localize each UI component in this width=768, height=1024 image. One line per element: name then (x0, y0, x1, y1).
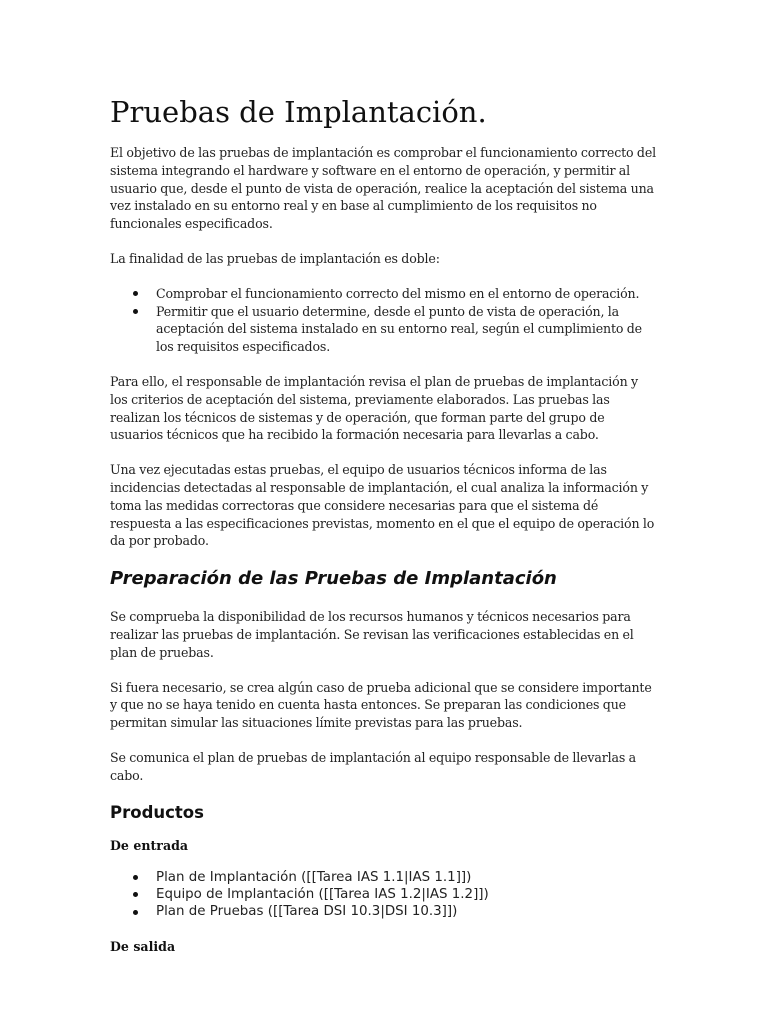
purpose-list (110, 285, 658, 356)
output-heading: De salida (110, 938, 176, 954)
intro-paragraph: El objetivo de las pruebas de implantación es comprobar el funcionamiento correcto del sistema integrando el hardware y software en el entorno de operación, y permitir al usuario que, desde el punto de vista de operación, realice la aceptación del sistema una vez instalado en su entorno real y en base al cumplimiento de los requisitos no funcionales especificados. (110, 145, 657, 232)
list-item: Equipo de Implantación ([[Tarea IAS 1.2|IAS 1.2]]) (156, 886, 658, 903)
purpose-lead-paragraph: La finalidad de las pruebas de implantación es doble: (110, 250, 440, 266)
products-heading: Productos (110, 802, 204, 822)
input-heading: De entrada (110, 837, 189, 853)
list-item: Plan de Implantación ([[Tarea IAS 1.1|IAS 1.1]]) (156, 869, 658, 886)
section-paragraph: Si fuera necesario, se crea algún caso de prueba adicional que se considere importante y que no se haya tenido en cuenta hasta entonces. Se preparan las condiciones que permitan simular las situaciones límite previstas para las pruebas. (110, 679, 652, 731)
section-paragraph: Se comunica el plan de pruebas de implantación al equipo responsable de llevarlas a cabo. (110, 749, 636, 783)
responsible-paragraph: Para ello, el responsable de implantación revisa el plan de pruebas de implantación y los criterios de aceptación del sistema, previamente elaborados. Las pruebas las realizan los técnicos de sistemas y de operación, que forman parte del grupo de usuarios técnicos que ha recibido la formación necesaria para llevarlas a cabo. (110, 373, 638, 443)
list-item: Permitir que el usuario determine, desde el punto de vista de operación, la aceptación del sistema instalado en su entorno real, según el cumplimiento de los requisitos especificados. (156, 303, 658, 356)
input-products-list (110, 869, 658, 921)
page-title: Pruebas de Implantación. (110, 95, 487, 129)
list-item: Comprobar el funcionamiento correcto del mismo en el entorno de operación. (156, 285, 658, 303)
incidents-paragraph: Una vez ejecutadas estas pruebas, el equipo de usuarios técnicos informa de las incidencias detectadas al responsable de implantación, el cual analiza la información y toma las medidas correctoras que considere necesarias para que el sistema dé respuesta a las especificaciones previstas, momento en el que el equipo de operación lo da por probado. (110, 462, 655, 549)
list-item: Plan de Pruebas ([[Tarea DSI 10.3|DSI 10.3]]) (156, 903, 658, 920)
document-content (110, 92, 658, 970)
section-paragraph: Se comprueba la disponibilidad de los recursos humanos y técnicos necesarios para realizar las pruebas de implantación. Se revisan las verificaciones establecidas en el plan de pruebas. (110, 609, 634, 660)
section-heading: Preparación de las Pruebas de Implantación (110, 568, 557, 590)
